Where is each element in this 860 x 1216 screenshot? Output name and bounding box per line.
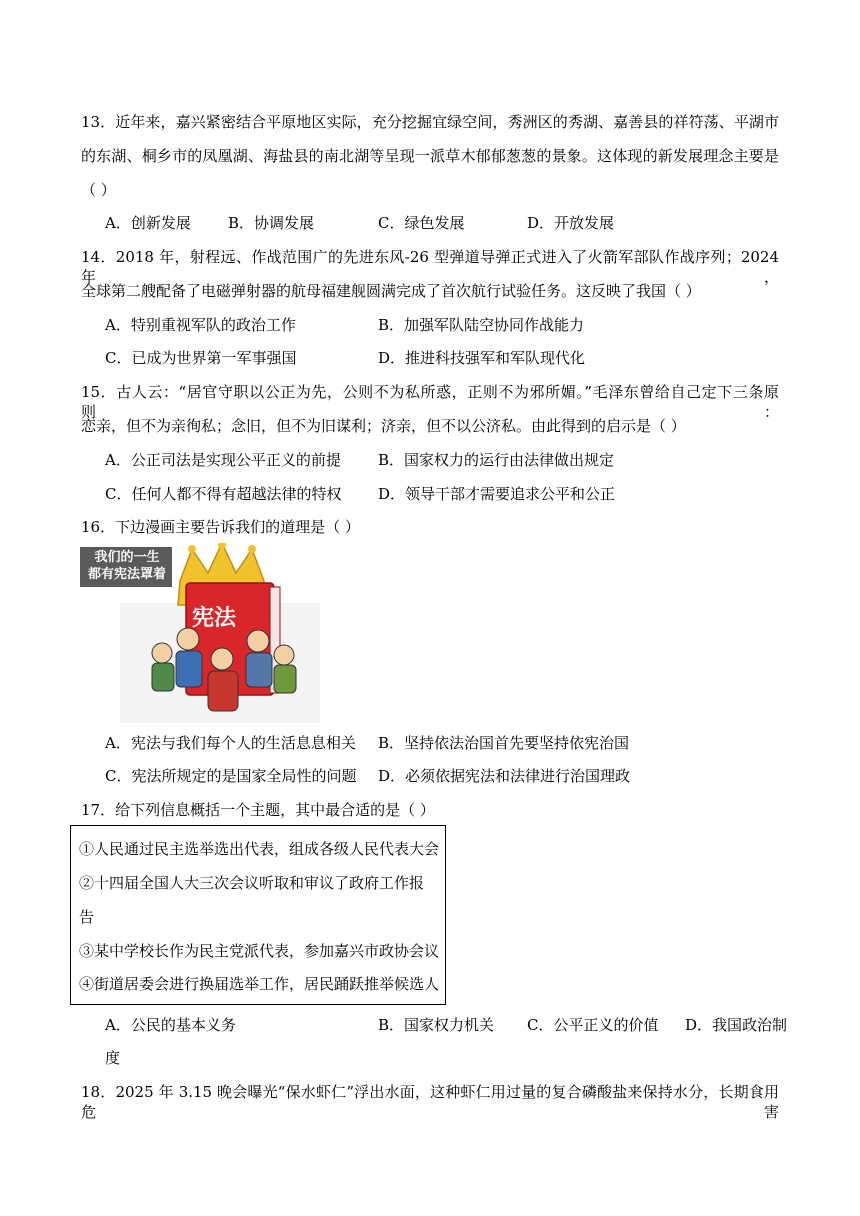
q13-option-a[interactable]: A．创新发展 <box>105 214 191 232</box>
person-3-body <box>208 671 238 711</box>
person-2-body <box>176 651 202 687</box>
q14-line1: 14．2018 年，射程远、作战范围广的先进东风-26 型弹道导弹正式进入了火箭军部队作战序列；2024 年， <box>81 248 779 286</box>
crown-jewel-right <box>248 545 256 553</box>
q13-line2: 的东湖、桐乡市的凤凰湖、海盐县的南北湖等呈现一派草木郁郁葱葱的景象。这体现的新发展理念主要是 <box>81 147 779 165</box>
q14-option-d[interactable]: D．推进科技强军和军队现代化 <box>378 349 586 367</box>
cartoon-caption <box>84 549 170 583</box>
person-1-body <box>152 663 174 691</box>
q16-line1: 16．下边漫画主要告诉我们的道理是（ ） <box>81 518 360 536</box>
person-4-head <box>247 630 269 652</box>
q13-option-d[interactable]: D．开放发展 <box>527 214 615 232</box>
q17-info-item-1: ①人民通过民主选举选出代表，组成各级人民代表大会 <box>79 840 440 858</box>
cartoon-caption-line2: 都有宪法罩着 <box>87 567 166 582</box>
q13-line1: 13．近年来，嘉兴紧密结合平原地区实际，充分挖掘宜绿空间，秀洲区的秀湖、嘉善县的祥符荡、平湖市 <box>81 113 779 131</box>
q17-option-c[interactable]: C．公平正义的价值 <box>527 1016 659 1034</box>
constitution-cartoon <box>80 543 320 723</box>
q15-option-b[interactable]: B．国家权力的运行由法律做出规定 <box>378 451 615 469</box>
q17-info-box <box>70 825 446 1005</box>
q17-option-d-wrap: 度 <box>105 1049 121 1067</box>
q17-option-a[interactable]: A．公民的基本义务 <box>105 1016 236 1034</box>
q17-line1: 17．给下列信息概括一个主题，其中最合适的是（ ） <box>81 801 435 819</box>
person-5-head <box>274 645 294 665</box>
cartoon-caption-line1: 我们的一生 <box>94 550 160 565</box>
q17-option-b[interactable]: B．国家权力机关 <box>378 1016 495 1034</box>
q15-line2: 恋亲，但不为亲徇私；念旧，但不为旧谋利；济亲，但不以公济私。由此得到的启示是（ ） <box>81 417 686 435</box>
q16-option-b[interactable]: B．坚持依法治国首先要坚持依宪治国 <box>378 734 630 752</box>
person-5-body <box>274 665 296 693</box>
q13-option-b[interactable]: B．协调发展 <box>228 214 315 232</box>
q15-option-d[interactable]: D．领导干部才需要追求公平和公正 <box>378 485 616 503</box>
q14-option-a[interactable]: A．特别重视军队的政治工作 <box>105 316 296 334</box>
crown-jewel-left <box>188 545 196 553</box>
q17-info-item-4: ④街道居委会进行换届选举工作，居民踊跃推举候选人 <box>79 975 440 993</box>
q15-line1: 15．古人云：“居官守职以公正为先，公则不为私所惑，正则不为邪所媚。”毛泽东曾给自己定下三条原则： <box>81 383 779 421</box>
q18-line1: 18．2025 年 3.15 晚会曝光“保水虾仁”浮出水面，这种虾仁用过量的复合磷酸盐来保持水分，长期食用危害 <box>81 1083 779 1121</box>
q13-answer-bracket: （ ） <box>81 181 116 199</box>
q15-option-c[interactable]: C．任何人都不得有超越法律的特权 <box>105 485 342 503</box>
q15-option-a[interactable]: A．公正司法是实现公平正义的前提 <box>105 451 341 469</box>
q16-option-a[interactable]: A．宪法与我们每个人的生活息息相关 <box>105 734 356 752</box>
q13-option-c[interactable]: C．绿色发展 <box>378 214 465 232</box>
q17-info-item-2-cont: 告 <box>79 908 95 926</box>
person-3-head <box>211 648 233 670</box>
q16-option-d[interactable]: D．必须依据宪法和法律进行治国理政 <box>378 767 631 785</box>
q16-option-c[interactable]: C．宪法所规定的是国家全局性的问题 <box>105 767 357 785</box>
q17-info-item-3: ③某中学校长作为民主党派代表，参加嘉兴市政协会议 <box>79 942 440 960</box>
person-4-body <box>246 653 272 687</box>
q14-option-b[interactable]: B．加强军队陆空协同作战能力 <box>378 316 585 334</box>
q14-option-c[interactable]: C．已成为世界第一军事强国 <box>105 349 297 367</box>
q14-line2: 全球第二艘配备了电磁弹射器的航母福建舰圆满完成了首次航行试验任务。这反映了我国（ ） <box>81 282 701 300</box>
book-title: 宪法 <box>192 605 237 631</box>
q17-info-item-2: ②十四届全国人大三次会议听取和审议了政府工作报 <box>79 874 425 892</box>
q17-option-d[interactable]: D．我国政治制 <box>685 1016 788 1034</box>
person-1-head <box>152 643 172 663</box>
